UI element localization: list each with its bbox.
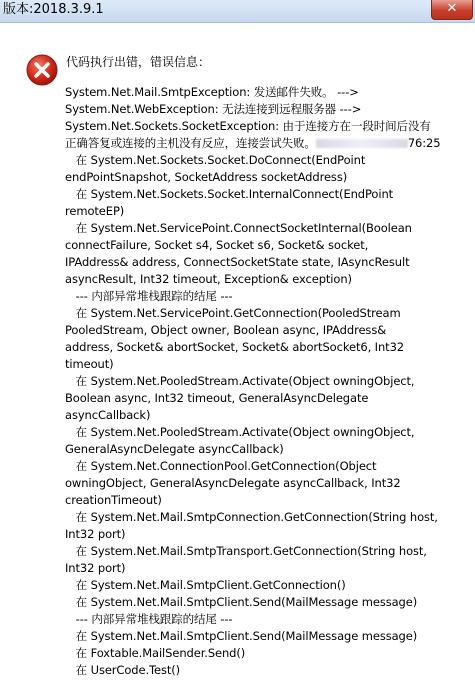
message-line [65,135,465,152]
message-line [65,101,465,118]
message-line-text: PooledStream, Object owner, Boolean async, IPAddress& [65,323,387,337]
message-line-text: 在 System.Net.Mail.SmtpTransport.GetConnection(String host, [65,544,427,558]
message-line [65,356,465,373]
message-line [65,424,465,441]
message-line [65,203,465,220]
message-line-text: asyncResult, Int32 timeout, Exception& exception) [65,272,352,286]
message-line-text: 在 UserCode.Test() [65,663,181,677]
message-line-text: 在 System.Net.ServicePoint.ConnectSocketInternal(Boolean [65,221,412,235]
message-line [65,407,465,424]
message-line-text: Int32 port) [65,561,126,575]
message-line [65,305,465,322]
message-line-text: 正确答复或连接的主机没有反应，连接尝试失败。 [65,136,316,150]
message-line [65,441,465,458]
message-line-text: System.Net.Mail.SmtpException: 发送邮件失败。 ---> [65,85,359,99]
message-line [65,543,465,560]
message-line [65,339,465,356]
message-line [65,322,465,339]
message-line-text: IPAddress& address, ConnectSocketState state, IAsyncResult [65,255,410,269]
message-line-text: System.Net.WebException: 无法连接到远程服务器 ---> [65,102,362,116]
message-line [65,509,465,526]
message-line-text: 在 System.Net.Mail.SmtpClient.Send(MailMessage message) [65,629,418,643]
message-line [65,492,465,509]
address-port-text: 76:25 [407,136,441,150]
message-line [65,577,465,594]
message-line [65,628,465,645]
message-line [65,526,465,543]
dialog-content [0,23,475,688]
message-line [65,390,465,407]
message-line-text: --- 内部异常堆栈跟踪的结尾 --- [65,289,233,303]
message-line-text: asyncCallback) [65,408,151,422]
message-line-text: Boolean async, Int32 timeout, GeneralAsyncDelegate [65,391,369,405]
message-line-text: creationTimeout) [65,493,162,507]
message-line [65,560,465,577]
message-line [65,84,465,101]
message-line-text: endPointSnapshot, SocketAddress socketAddress) [65,170,348,184]
error-header: 代码执行出错，错误信息： [66,55,211,69]
message-line [65,271,465,288]
message-line-text: 在 System.Net.Sockets.Socket.InternalConnect(EndPoint [65,187,394,201]
message-line [65,645,465,662]
error-message [65,84,465,679]
message-line [65,237,465,254]
message-line [65,254,465,271]
message-line [65,662,465,679]
message-line [65,186,465,203]
message-line-text: address, Socket& abortSocket, Socket& abortSocket6, Int32 [65,340,405,354]
message-line [65,458,465,475]
message-line-text: System.Net.Sockets.SocketException: 由于连接方在一段时间后没有 [65,119,431,133]
message-line-text: 在 System.Net.ServicePoint.GetConnection(PooledStream [65,306,401,320]
redacted-address [316,139,408,148]
error-icon [26,54,58,86]
message-line-text: --- 内部异常堆栈跟踪的结尾 --- [65,612,233,626]
message-line [65,220,465,237]
message-line-text: owningObject, GeneralAsyncDelegate asyncCallback, Int32 [65,476,401,490]
message-line [65,152,465,169]
message-line-text: timeout) [65,357,114,371]
message-line-text: remoteEP) [65,204,125,218]
message-line-text: 在 System.Net.PooledStream.Activate(Object owningObject, [65,425,415,439]
message-line-text: 在 System.Net.Mail.SmtpConnection.GetConnection(String host, [65,510,438,524]
close-button[interactable]: ✕ [431,0,473,20]
message-line-text: Int32 port) [65,527,126,541]
message-line [65,288,465,305]
message-line-text: 在 System.Net.Mail.SmtpClient.Send(MailMessage message) [65,595,418,609]
message-line [65,475,465,492]
title-bar[interactable] [0,0,475,23]
message-line-text: 在 System.Net.Mail.SmtpClient.GetConnection() [65,578,346,592]
message-line-text: 在 Foxtable.MailSender.Send() [65,646,246,660]
message-line [65,611,465,628]
message-line-text: GeneralAsyncDelegate asyncCallback) [65,442,284,456]
message-line-text: 在 System.Net.PooledStream.Activate(Object owningObject, [65,374,415,388]
message-line [65,118,465,135]
window-title: 版本:2018.3.9.1 [3,2,104,17]
message-line [65,169,465,186]
message-line [65,373,465,390]
message-line-text: 在 System.Net.Sockets.Socket.DoConnect(EndPoint [65,153,366,167]
message-line-text: connectFailure, Socket s4, Socket s6, Socket& socket, [65,238,369,252]
message-line-text: 在 System.Net.ConnectionPool.GetConnection(Object [65,459,377,473]
message-line [65,594,465,611]
